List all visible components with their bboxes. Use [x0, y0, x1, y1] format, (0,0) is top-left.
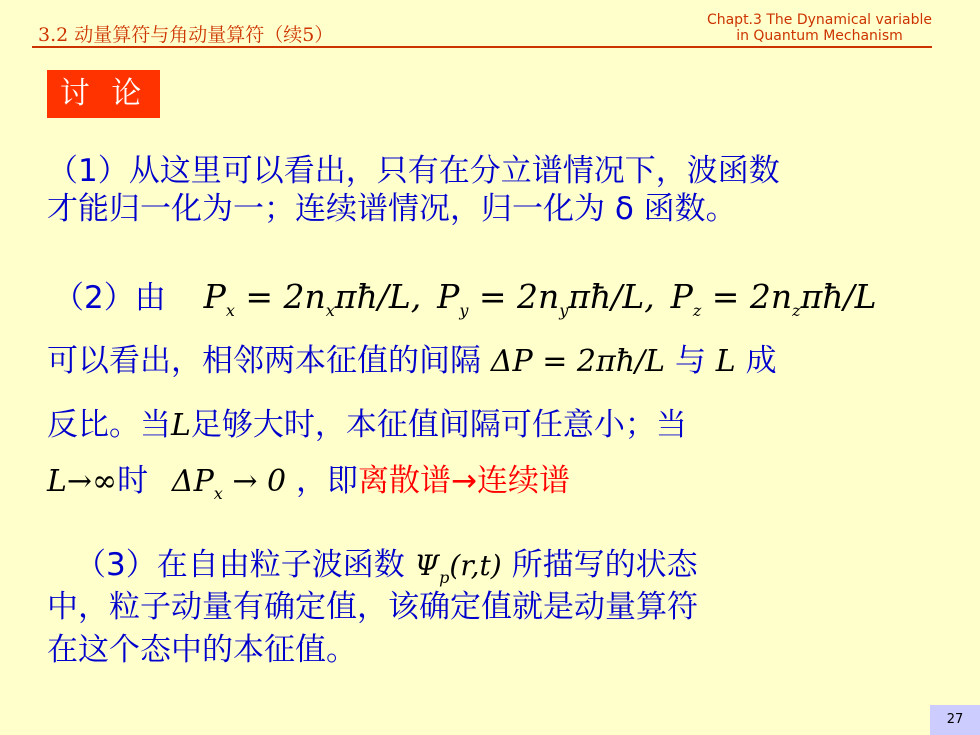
p3-line1-text: （3）在自由粒子波函数 [75, 547, 405, 583]
p2-lead: （2）由 [53, 280, 166, 316]
equation-py: $P_y$ = $2n_y\pi ħ/L$, [437, 277, 655, 320]
p2-line2-end: 成 [745, 343, 777, 379]
equation-pz: $P_z$ = $2n_z\pi ħ/L$ [670, 277, 877, 320]
section-title: 3.2 动量算符与角动量算符（续5） [38, 24, 334, 46]
p2-line2-text: 可以看出，相邻两本征值的间隔 [47, 343, 481, 379]
p2-equation-line [53, 278, 877, 330]
chapter-title-line1: Chapt.3 The Dynamical variable [706, 12, 932, 28]
p2-line3 [47, 406, 687, 445]
header-divider [32, 46, 932, 48]
discussion-tag: 讨 论 [47, 70, 160, 118]
p3-line3: 在这个态中的本征值。 [47, 632, 357, 668]
p2-line4-text2: ，即 [295, 463, 358, 499]
limit-expression: L→∞ [47, 464, 118, 499]
p2-line2-and: 与 [674, 343, 706, 379]
chapter-title-line2: in Quantum Mechanism [736, 28, 903, 44]
discrete-to-continuous: 离散谱→连续谱 [357, 463, 570, 499]
symbol-l: L [715, 344, 736, 379]
p2-line2 [47, 342, 777, 381]
wavefunction-symbol: $\Psi_p(r,t)$ [414, 549, 502, 587]
delta-px-limit: $\Delta P_x \to 0$ [171, 464, 287, 503]
p2-line4 [47, 462, 570, 513]
equation-px: $P_x$ = $2n_x\pi ħ/L$, [203, 277, 422, 320]
p1-line1: （1）从这里可以看出，只有在分立谱情况下，波函数 [47, 153, 780, 189]
delta-p-equation: ΔP = 2πħ/L [490, 344, 666, 379]
p3-line2: 中，粒子动量有确定值，该确定值就是动量算符 [47, 589, 698, 625]
p2-line4-text: 时 [117, 463, 149, 499]
p2-line3-text: 反比。当 [47, 407, 171, 443]
symbol-l: L [171, 408, 191, 443]
p1-line2: 才能归一化为一；连续谱情况，归一化为 δ 函数。 [47, 191, 737, 227]
chapter-title [707, 12, 932, 44]
p2-line3-text2: 足够大时，本征值间隔可任意小；当 [190, 407, 687, 443]
page-number: 27 [930, 705, 980, 735]
p3-line1-text2: 所描写的状态 [511, 547, 698, 583]
